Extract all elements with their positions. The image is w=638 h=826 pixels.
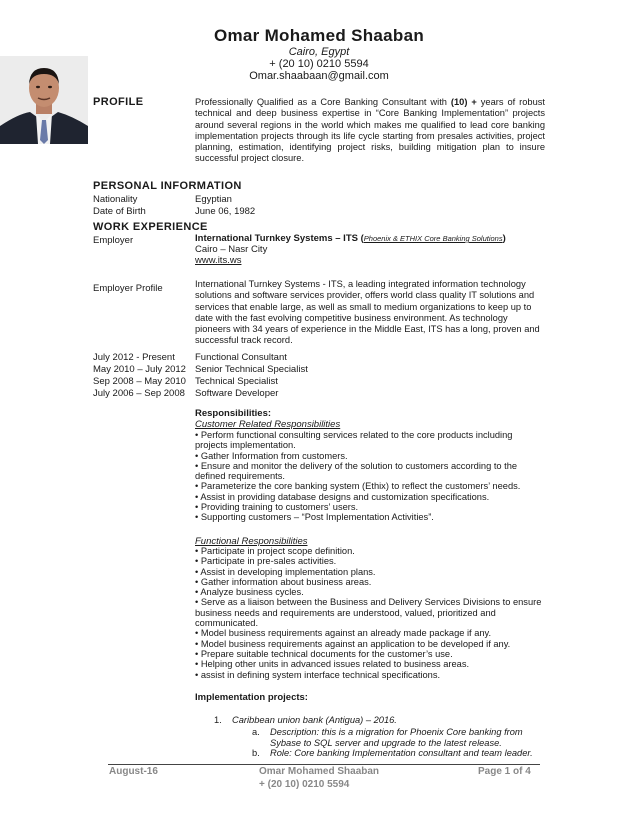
dob-label: Date of Birth [93,206,146,217]
list-item: • Providing training to customers’ users. [195,502,359,513]
list-item: • Assist in developing implementation plans. [195,566,376,577]
footer-phone: + (20 10) 0210 5594 [259,779,350,790]
header-email: Omar.shaabaan@gmail.com [249,70,389,82]
list-item: • Model business requirements against an already made package if any. [195,628,492,639]
list-item: • Ensure and monitor the delivery of the solution to customers according to the defined requirements. [195,460,518,482]
list-item: • Prepare suitable technical documents for the customer’s use. [195,648,453,659]
employer-products: Phoenix & ETHIX Core Banking Solutions [363,234,503,243]
position-title: Software Developer [195,388,279,399]
dob-value: June 06, 1982 [195,206,256,217]
project-title: Caribbean union bank (Antigua) – 2016. [232,715,397,725]
position-title: Technical Specialist [195,376,278,387]
position-period: Sep 2008 – May 2010 [93,376,186,387]
functional-responsibilities-heading: Functional Responsibilities [195,536,308,547]
employer-website-link[interactable]: www.its.ws [195,255,242,266]
responsibilities-heading: Responsibilities: [195,408,272,419]
list-item: • assist in defining system interface technical specifications. [195,669,441,680]
list-item: • Gather Information from customers. [195,450,348,461]
position-period: July 2012 - Present [93,352,175,363]
header-phone: + (20 10) 0210 5594 [269,58,369,70]
position-period: May 2010 – July 2012 [93,364,186,375]
employer-line [195,233,506,244]
profile-text-start: Professionally Qualified as a Core Banking Consultant with [195,97,451,107]
footer-divider [108,764,540,765]
functional-responsibilities-list [195,546,545,680]
position-title: Functional Consultant [195,352,287,363]
employer-paren-open: ( [357,233,364,244]
list-item: • Participate in pre-sales activities. [195,556,337,567]
footer-date: August-16 [109,766,158,777]
list-item: • Analyze business cycles. [195,587,304,598]
employer-location: Cairo – Nasr City [195,244,268,255]
personal-heading: PERSONAL INFORMATION [93,180,242,192]
list-item: • Assist in providing database designs and customization specifications. [195,491,490,502]
project-item-letter: b. [252,748,260,758]
project-description: Description: this is a migration for Phoenix Core banking from Sybase to SQL server and upgrade to the latest release. [270,727,523,748]
list-item: • Gather information about business areas. [195,576,372,587]
list-item: • Parameterize the core banking system (Ethix) to reflect the customers’ needs. [195,481,521,492]
footer-page-number: Page 1 of 4 [478,766,531,777]
profile-heading: PROFILE [93,96,144,108]
profile-text-rest: technical and deep business expertise in “Core Banking Implementation” projects around several regions in the world which makes me qualified to lead core banking implementation projects through its life cycle starting from presales activities, project planning, estimation, identifying project risks, building mitigation plan to insure successful project closure. [195,108,545,164]
employer-profile-text: International Turnkey Systems - ITS, a leading integrated information technology solutions and software services provider, offers world class quality IT solutions and services that enable large, as well as small to medium organizations to keep up to date with the fast evolving competitive business environment. As technology pioneers with 34 years of experience in the Middle East, ITS has a long, proven and successful track record. [195,279,540,346]
customer-responsibilities-heading: Customer Related Responsibilities [195,419,341,430]
project-number: 1. [214,715,222,725]
position-title: Senior Technical Specialist [195,364,308,375]
employer-label: Employer [93,235,134,246]
list-item: • Supporting customers – “Post Implementation Activities”. [195,512,434,523]
nationality-label: Nationality [93,194,138,205]
list-item: • Serve as a liaison between the Business and Delivery Services Divisions to ensure business needs and requirements are understood, valued, prioritized and communicated. [195,597,542,629]
work-heading: WORK EXPERIENCE [93,221,208,233]
employer-profile-label: Employer Profile [93,283,163,294]
customer-responsibilities-list [195,430,545,523]
list-item: • Perform functional consulting services related to the core products including projects implementation. [195,430,513,451]
nationality-value: Egyptian [195,194,232,205]
resume-name: Omar Mohamed Shaaban [213,26,425,45]
profile-photo [0,56,88,144]
profile-text [195,97,545,165]
employer-paren-close: ) [502,233,506,244]
list-item: • Helping other units in advanced issues related to business areas. [195,659,470,670]
project-item-letter: a. [252,727,260,737]
footer-name: Omar Mohamed Shaaban [259,766,380,777]
employer-name: International Turnkey Systems – ITS [195,233,358,244]
implementation-heading: Implementation projects: [195,692,308,703]
list-item: • Participate in project scope definition. [195,546,355,556]
header-city: Cairo, Egypt [288,46,350,58]
project-role: Role: Core banking Implementation consultant and team leader. [270,748,533,758]
profile-years: (10) + [450,97,477,107]
position-period: July 2006 – Sep 2008 [93,388,185,399]
profile-text-mid: years of robust [476,97,546,107]
list-item: • Model business requirements against an application to be developed if any. [195,638,511,649]
